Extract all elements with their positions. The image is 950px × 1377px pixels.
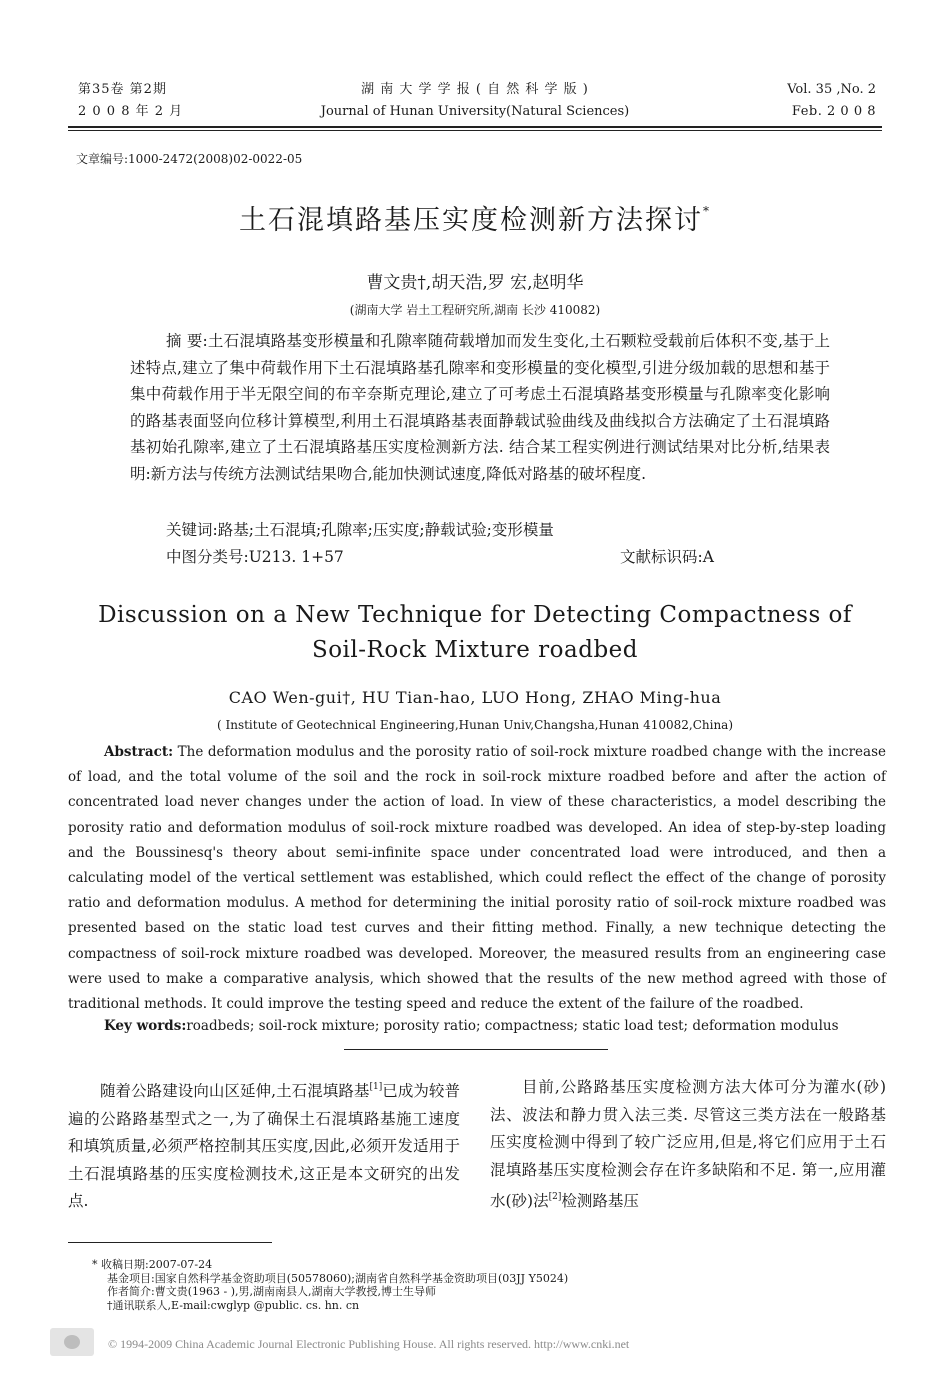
- abstract-text-en: The deformation modulus and the porosity ratio of soil-rock mixture roadbed change with the increase of load, and the total volume of the soil and the rock in soil-rock mixture roadbed before and after the action of concentrated load never changes under the action of load. In view of these characteristics, a model describing the porosity ratio and deformation modulus of soil-rock mixture roadbed was developed. An idea of step-by-step loading and the Boussinesq's theory about semi-infinite space under concentrated load were introduced, and then a calculating model of the vertical settlement was established, which could reflect the effect of the change of porosity ratio and deformation modulus. A method for determining the initial porosity ratio of soil-rock mixture roadbed was presented based on the static load test curves and their fitting method. Finally, a new technique detecting the compactness of soil-rock mixture roadbed was developed. Moreover, the measured results from an engineering case were used to make a comparative analysis, which showed that the results of the new method agreed with those of traditional methods. It could improve the testing speed and reduce the extent of the failure of the roadbed.: [68, 744, 886, 1013]
- publication-date-en: Feb. 2 0 0 8: [791, 104, 876, 119]
- footnote-rule: [68, 1242, 272, 1243]
- cnki-logo-icon: [50, 1328, 94, 1356]
- affiliation-en: ( Institute of Geotechnical Engineering,Hunan Univ,Changsha,Hunan 410082,China): [216, 718, 734, 732]
- section-divider: [344, 1049, 608, 1050]
- article-number: 文章编号:1000-2472(2008)02-0022-05: [76, 152, 303, 166]
- keywords-label-en: Key words:: [104, 1018, 187, 1034]
- keywords-cn: 关键词:路基;土石混填;孔隙率;压实度;静载试验;变形模量: [166, 521, 554, 539]
- affiliation-cn: (湖南大学 岩土工程研究所,湖南 长沙 410082): [349, 303, 601, 317]
- header-rule-thin: [68, 130, 882, 131]
- volume-issue: 第35卷 第2期: [78, 82, 167, 97]
- body-column-right: [490, 1074, 886, 1216]
- footnote-received: * 收稿日期:2007-07-24: [92, 1258, 213, 1271]
- authors-en: CAO Wen-gui†, HU Tian-hao, LUO Hong, ZHAO Ming-hua: [228, 688, 722, 707]
- footnote-author-bio: 作者简介:曹文贵(1963 - ),男,湖南南县人,湖南大学教授,博士生导师: [107, 1285, 436, 1298]
- citation-1: [1]: [369, 1082, 383, 1092]
- classification-number: 中图分类号:U213. 1+57: [166, 548, 344, 566]
- keywords-text-en: roadbeds; soil-rock mixture; porosity ratio; compactness; static load test; deformation modulus: [186, 1018, 839, 1034]
- abstract-label-en: Abstract:: [104, 744, 174, 760]
- journal-name-en: Journal of Hunan University(Natural Sciences): [320, 104, 630, 119]
- page-title-cn: [0, 198, 950, 237]
- title-en-line2: Soil-Rock Mixture roadbed: [311, 637, 639, 663]
- keywords-en: [104, 1018, 888, 1034]
- volume-issue-en: Vol. 35 ,No. 2: [787, 82, 876, 97]
- header-rule: [68, 126, 882, 128]
- abstract-text-cn: 土石混填路基变形模量和孔隙率随荷载增加而发生变化,土石颗粒受载前后体积不变,基于上述特点,建立了集中荷载作用下土石混填路基孔隙率和变形模量的变化模型,引进分级加载的思想和基于集中荷载作用于半无限空间的布辛奈斯克理论,建立了可考虑土石混填路基变形模量与孔隙率变化影响的路基表面竖向位移计算模型,利用土石混填路基表面静载试验曲线及曲线拟合方法确定了土石混填路基初始孔隙率,建立了土石混填路基压实度检测新方法. 结合某工程实例进行测试结果对比分析,结果表明:新方法与传统方法测试结果吻合,能加快测试速度,降低对路基的破坏程度.: [130, 332, 830, 483]
- authors-cn: 曹文贵†,胡天浩,罗 宏,赵明华: [366, 273, 584, 293]
- abstract-en: [68, 740, 886, 1017]
- title-footnote-mark: *: [703, 204, 711, 218]
- footnote-funding: 基金项目:国家自然科学基金资助项目(50578060);湖南省自然科学基金资助项目(03JJ Y5024): [107, 1271, 569, 1285]
- body-left-text-1: 随着公路建设向山区延伸,土石混填路基: [100, 1082, 370, 1100]
- title-text: 土石混填路基压实度检测新方法探讨: [239, 205, 703, 236]
- body-right-text-2: 检测路基压: [561, 1192, 639, 1210]
- footnote-contact: †通讯联系人,E-mail:cwglyp @public. cs. hn. cn: [107, 1298, 360, 1312]
- page-title-en: [0, 598, 950, 668]
- footnotes: [92, 1258, 792, 1312]
- title-en-line1: Discussion on a New Technique for Detecting Compactness of: [98, 602, 852, 628]
- abstract-cn: [130, 328, 830, 487]
- copyright-notice: © 1994-2009 China Academic Journal Electronic Publishing House. All rights reserved. http://www.cnki.net: [108, 1337, 630, 1351]
- publication-date: 2 0 0 8 年 2 月: [78, 104, 184, 119]
- body-right-text-1: 目前,公路路基压实度检测方法大体可分为灌水(砂)法、波法和静力贯入法三类. 尽管这三类方法在一般路基压实度检测中得到了较广泛应用,但是,将它们应用于土石混填路基压实度检测会存在许多缺陷和不足. 第一,应用灌水(砂)法: [490, 1078, 886, 1210]
- body-column-left: [68, 1074, 460, 1216]
- abstract-label-cn: 摘 要:: [166, 332, 208, 350]
- document-code: 文献标识码:A: [620, 548, 714, 566]
- citation-2: [2]: [548, 1192, 562, 1202]
- body-left-text-2: 已成为较普遍的公路路基型式之一,为了确保土石混填路基施工速度和填筑质量,必须严格控制其压实度,因此,必须开发适用于土石混填路基的压实度检测技术,这正是本文研究的出发点.: [68, 1082, 460, 1210]
- journal-name-cn: 湖 南 大 学 学 报 ( 自 然 科 学 版 ): [361, 82, 589, 97]
